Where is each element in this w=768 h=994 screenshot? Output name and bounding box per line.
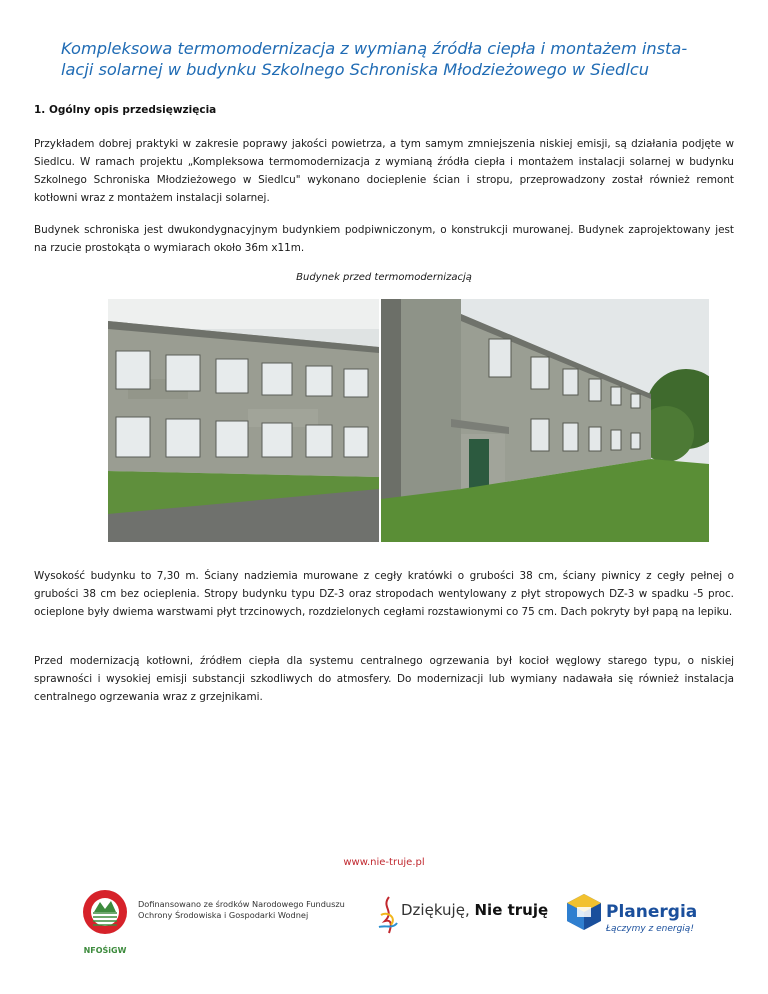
nfosigw-logo (80, 887, 130, 959)
planergia-name: Planergia (606, 902, 698, 922)
title-line-2: lacji solarnej w budynku Szkolnego Schroniska Młodzieżowego w Siedlcu (61, 60, 649, 79)
website-link[interactable]: www.nie-truje.pl (343, 857, 425, 868)
funding-notice-line-1: Dofinansowano ze środków Narodowego Funduszu (138, 899, 345, 909)
funding-notice-line-2: Ochrony Środowiska i Gospodarki Wodnej (138, 910, 309, 920)
nie-truje-wordmark (401, 901, 548, 919)
photo-caption: Budynek przed termomodernizacją (296, 272, 472, 283)
paragraph-building: Budynek schroniska jest dwukondygnacyjnym budynkiem podpiwniczonym, o konstrukcji murowanej. Budynek zaprojektowany jest na rzucie prostokąta o wymiarach około 36m x11m. (34, 224, 734, 254)
planergia-logo-mark (566, 893, 602, 931)
paragraph-boiler: Przed modernizacją kotłowni, źródłem ciepła dla systemu centralnego ogrzewania był kocioł węglowy starego typu, o niskiej sprawności i wysokiej emisji substancji szkodliwych do atmosfery. Do modernizacji lub wymiany nadawała się również instalacja centralnego ogrzewania wraz z grzejnikami. (34, 655, 734, 703)
paragraph-intro: Przykładem dobrej praktyki w zakresie poprawy jakości powietrza, a tym samym zmniejszenia niskiej emisji, są działania podjęte w Siedlcu. W ramach projektu „Kompleksowa termomodernizacja z wymianą źródła ciepła i montażem instalacji solarnej w budynku Szkolnego Schroniska Młodzieżowego w Siedlcu" wykonano docieplenie ścian i stropu, przeprowadzony został również remont kotłowni wraz z montażem instalacji solarnej. (34, 138, 734, 204)
section-heading: 1. Ogólny opis przedsięwzięcia (34, 104, 217, 116)
funding-notice (138, 899, 345, 921)
nie-truje-bold: Nie truję (474, 901, 549, 919)
planergia-tagline: Łączymy z energią! (606, 924, 694, 934)
nie-truje-prefix: Dziękuję, (401, 901, 470, 919)
building-photo-left (108, 299, 379, 542)
building-photo-right (381, 299, 709, 542)
paragraph-construction: Wysokość budynku to 7,30 m. Ściany nadziemia murowane z cegły kratówki o grubości 38 cm, ściany piwnicy z cegły pełnej o grubości 38 cm bez ocieplenia. Stropy budynku typu DZ-3 oraz stropodach wentylowany z płyt stropowych DZ-3 w spadku -5 proc. ocieplone były dwiema warstwami płyt trzcinowych, rozdzielonych cegłami rozstawionymi co 75 cm. Dach pokryty był papą na lepiku. (34, 570, 734, 618)
document-title (61, 38, 711, 80)
nfosigw-logo-label: NFOŚiGW (83, 946, 127, 955)
title-line-1: Kompleksowa termomodernizacja z wymianą źródła ciepła i montażem insta- (61, 39, 688, 58)
